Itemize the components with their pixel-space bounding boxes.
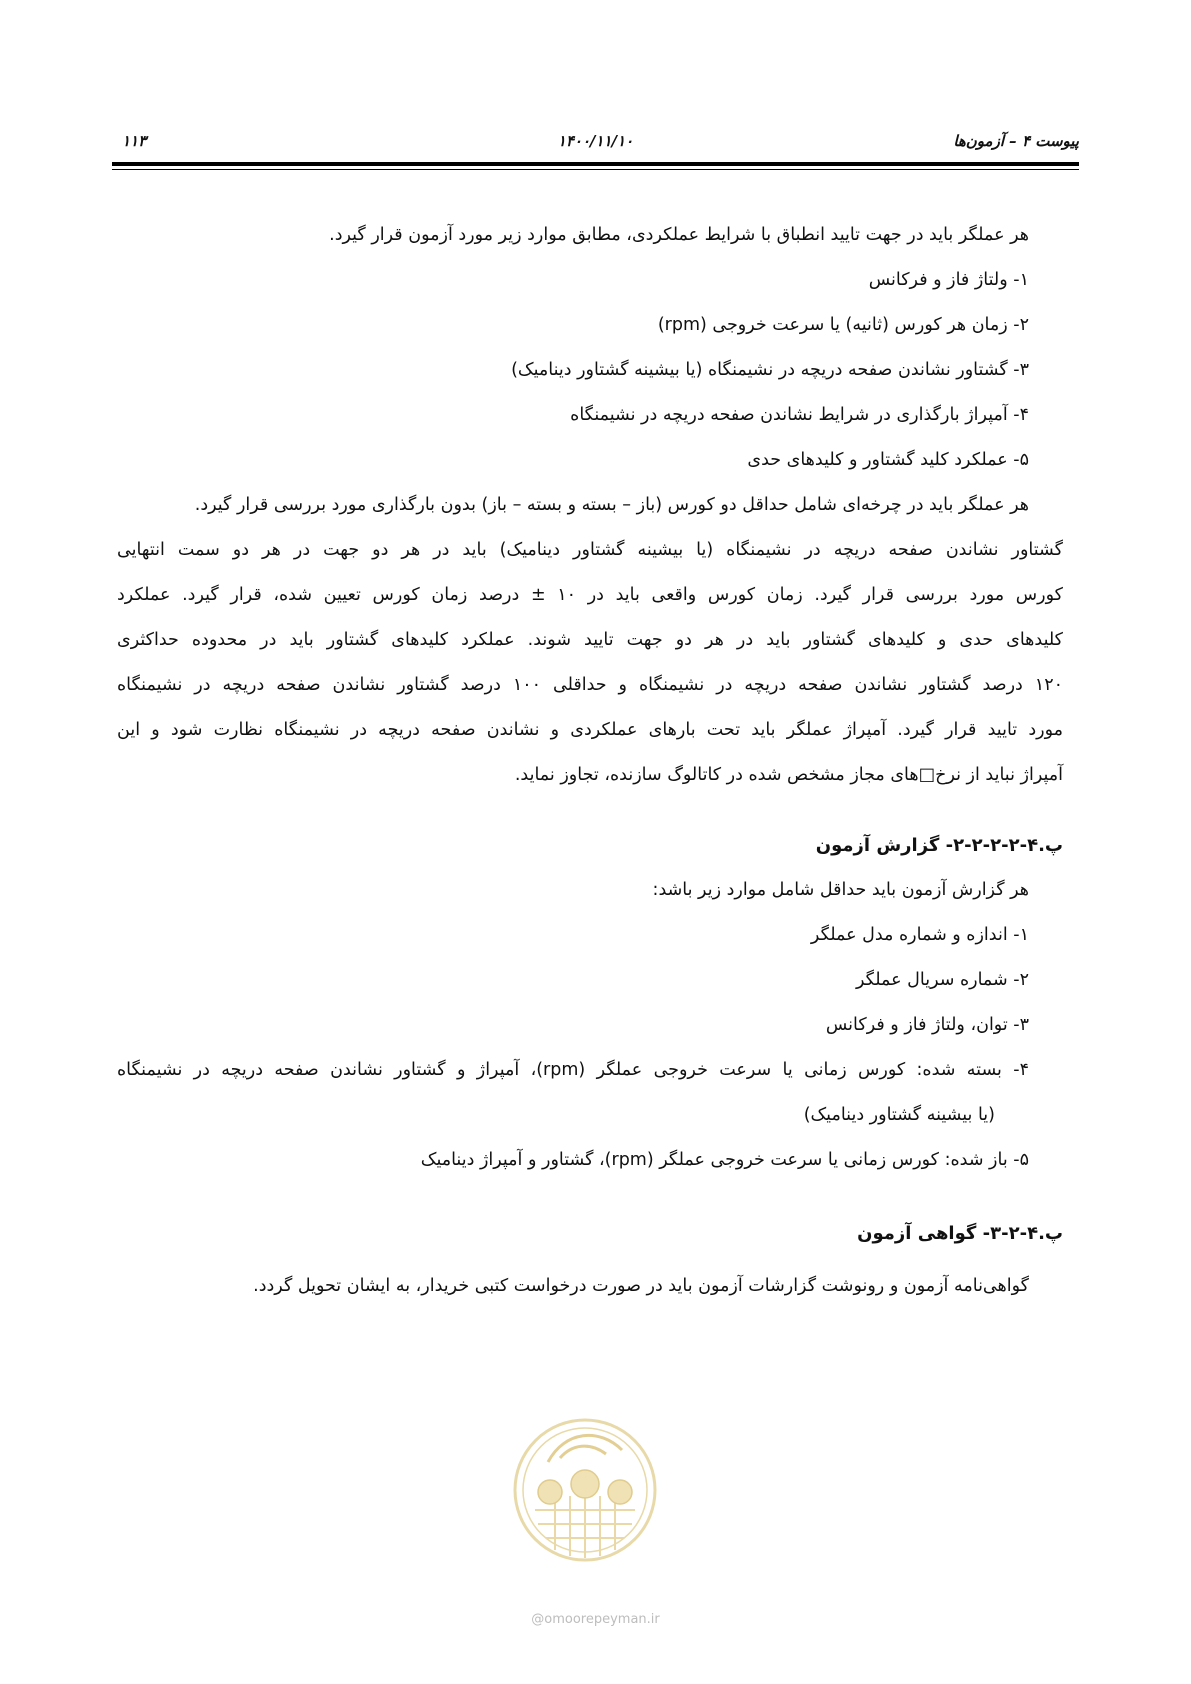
- paragraph-line: ۱۲۰ درصد گشتاور نشاندن صفحه دریچه در نشیمنگاه و حداقلی ۱۰۰ درصد گشتاور نشاندن صفحه دریچه در نشیمنگاه: [117, 675, 1063, 695]
- list-item: ۳- توان، ولتاژ فاز و فرکانس: [825, 1015, 1029, 1035]
- list-item: ۱- ولتاژ فاز و فرکانس: [868, 270, 1029, 290]
- spacer: [117, 798, 1063, 823]
- section-heading: پ.۴-۲-۳- گواهی آزمون: [857, 1223, 1063, 1244]
- list-item: ۴- بسته شده: کورس زمانی یا سرعت خروجی عملگر (rpm)، آمپراژ و گشتاور نشاندن صفحه دریچه در نشیمنگاه: [117, 1060, 1029, 1080]
- list-item: ۱- اندازه و شماره مدل عملگر: [810, 925, 1029, 945]
- paragraph-line: کورس مورد بررسی قرار گیرد. زمان کورس واقعی باید در ۱۰ ± درصد زمان کورس تعیین شده، قرار گیرد. عملکرد: [117, 585, 1063, 605]
- spacer: [117, 1183, 1063, 1211]
- paragraph-line: گشتاور نشاندن صفحه دریچه در نشیمنگاه (یا بیشینه گشتاور دینامیک) باید در هر دو جهت در هر دو سمت انتهایی: [117, 540, 1063, 560]
- paragraph-line: هر عملگر باید در چرخه‌ای شامل حداقل دو کورس (باز – بسته و بسته – باز) بدون بارگذاری مورد بررسی قرار گیرد.: [194, 495, 1029, 515]
- section3-text: گواهی‌نامه آزمون و رونوشت گزارشات آزمون باید در صورت درخواست کتبی خریدار، به ایشان تحویل گردد.: [253, 1276, 1029, 1296]
- section2-intro: هر گزارش آزمون باید حداقل شامل موارد زیر باشد:: [652, 880, 1029, 900]
- watermark-url: [0, 1612, 1191, 1627]
- page-number: ۱۱۳: [122, 132, 147, 150]
- paragraph-line: آمپراژ نباید از نرخ□های مجاز مشخص شده در کاتالوگ سازنده، تجاوز نماید.: [514, 765, 1063, 785]
- list-item: ۲- شماره سریال عملگر: [855, 970, 1029, 990]
- section1-intro: هر عملگر باید در جهت تایید انطباق با شرایط عملکردی، مطابق موارد زیر مورد آزمون قرار گیرد.: [329, 225, 1029, 245]
- watermark-stamp-logo: [510, 1400, 660, 1580]
- spacer: [117, 1256, 1063, 1264]
- list-item: ۲- زمان هر کورس (ثانیه) یا سرعت خروجی (rpm): [657, 315, 1029, 335]
- header-rule-thick: [112, 162, 1079, 166]
- paragraph-line: کلیدهای حدی و کلیدهای گشتاور باید در هر دو جهت تایید شوند. عملکرد کلیدهای گشتاور باید در محدوده حداکثری: [117, 630, 1063, 650]
- page-header: [112, 128, 1079, 160]
- list-item-continuation: (یا بیشینه گشتاور دینامیک): [803, 1105, 995, 1125]
- list-item: ۳- گشتاور نشاندن صفحه دریچه در نشیمنگاه (یا بیشینه گشتاور دینامیک): [511, 360, 1029, 380]
- paragraph-line: مورد تایید قرار گیرد. آمپراژ عملگر باید تحت بارهای عملکردی و نشاندن صفحه دریچه در نشیمنگاه نظارت شود و این: [117, 720, 1063, 740]
- watermark-url-text: @omoorepeyman.ir: [531, 1612, 660, 1627]
- section-heading: پ.۴-۲-۲-۲-۲- گزارش آزمون: [815, 835, 1063, 856]
- page-content: [117, 213, 1063, 1309]
- header-rule-thin: [112, 169, 1079, 170]
- section1-paragraph: [117, 483, 1063, 798]
- list-item: ۵- عملکرد کلید گشتاور و کلیدهای حدی: [747, 450, 1029, 470]
- header-date: ۱۴۰۰/۱۱/۱۰: [557, 132, 634, 150]
- list-item: ۴- آمپراژ بارگذاری در شرایط نشاندن صفحه دریچه در نشیمنگاه: [570, 405, 1029, 425]
- header-title: پیوست ۴ – آزمون‌ها: [953, 132, 1079, 150]
- list-item: ۵- باز شده: کورس زمانی یا سرعت خروجی عملگر (rpm)، گشتاور و آمپراژ دینامیک: [420, 1150, 1029, 1170]
